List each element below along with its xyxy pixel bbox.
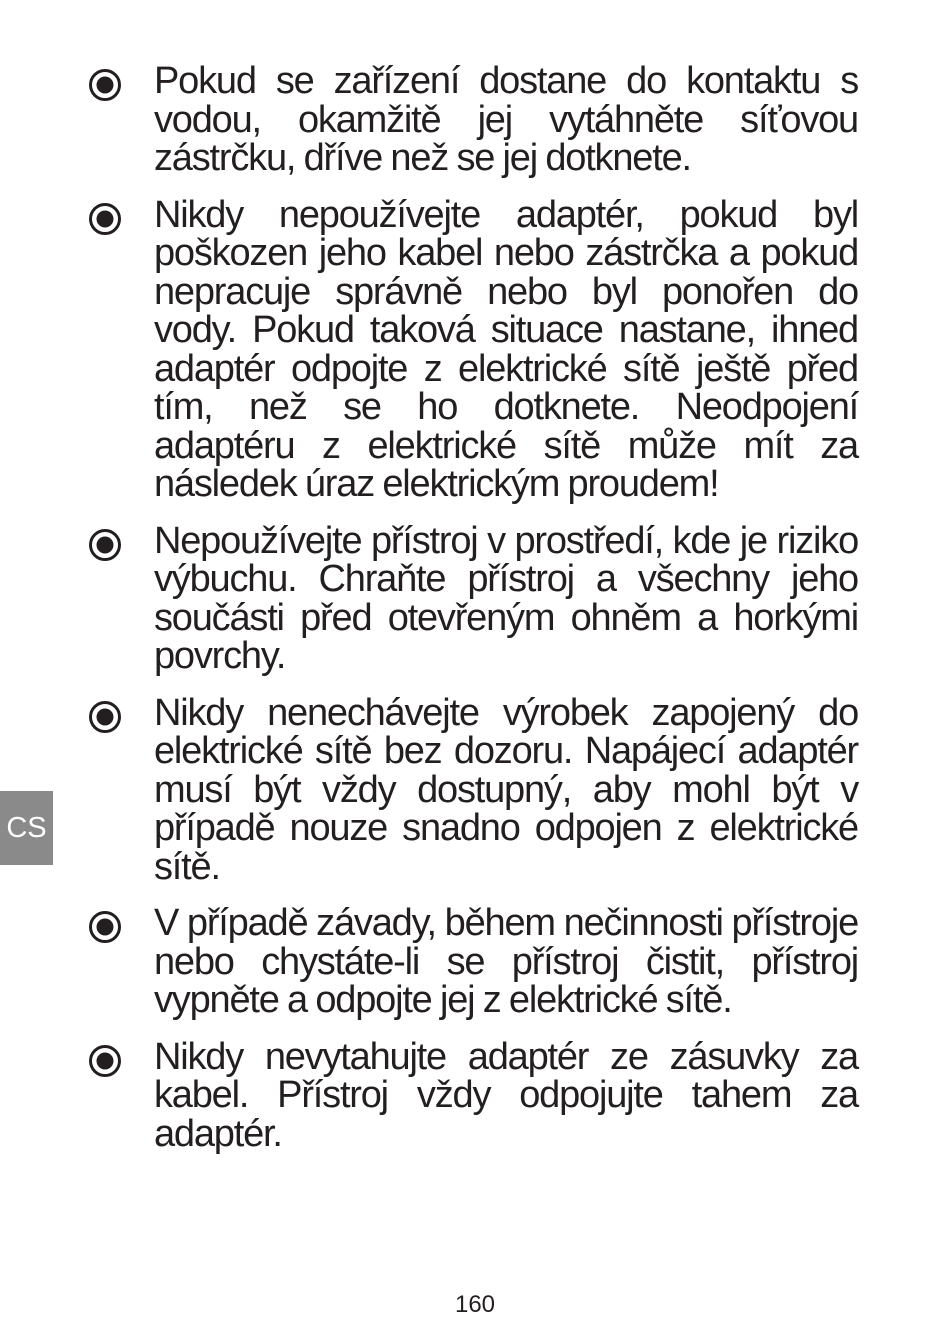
list-item	[88, 62, 858, 178]
list-item-text: Nikdy nevytahujte adaptér ze zásuvky za kabel. Přístroj vždy odpojujte tahem za adaptér.	[154, 1035, 858, 1155]
radio-bullet-icon	[88, 202, 122, 236]
list-item-text: Nikdy nenechávejte výrobek zapojený do elektrické sítě bez dozoru. Napájecí adaptér musí být vždy dostupný, aby mohl být v případě nouze snadno odpojen z elektrické sítě.	[154, 691, 858, 888]
bullet-list	[88, 62, 858, 1171]
list-item-text: Nikdy nepoužívejte adaptér, pokud byl poškozen jeho kabel nebo zástrčka a pokud nepracuje správně nebo byl ponořen do vody. Pokud taková situace nastane, ihned adaptér odpojte z elektrické sítě ještě před tím, než se ho dotknete. Neodpojení adaptéru z elektrické sítě může mít za následek úraz elektrickým proudem!	[154, 193, 858, 505]
list-item-text: Pokud se zařízení dostane do kontaktu s vodou, okamžitě jej vytáhněte síťovou zástrčku, dříve než se jej dotknete.	[154, 60, 858, 179]
list-item-text: Nepoužívejte přístroj v prostředí, kde je riziko výbuchu. Chraňte přístroj a všechny jeho součásti před otevřeným ohněm a horkými povrchy.	[154, 519, 858, 677]
radio-bullet-icon	[88, 910, 122, 944]
list-item	[88, 904, 858, 1020]
list-item	[88, 691, 858, 888]
page-number: 160	[454, 1291, 496, 1318]
language-tab: CS	[0, 791, 53, 865]
radio-bullet-icon	[88, 528, 122, 562]
list-item	[88, 519, 858, 677]
list-item	[88, 1035, 858, 1155]
list-item	[88, 193, 858, 505]
radio-bullet-icon	[88, 1044, 122, 1078]
radio-bullet-icon	[88, 700, 122, 734]
list-item-text: V případě závady, během nečinnosti přístroje nebo chystáte-li se přístroj čistit, přístroj vypněte a odpojte jej z elektrické sítě.	[154, 902, 858, 1021]
radio-bullet-icon	[88, 68, 122, 102]
